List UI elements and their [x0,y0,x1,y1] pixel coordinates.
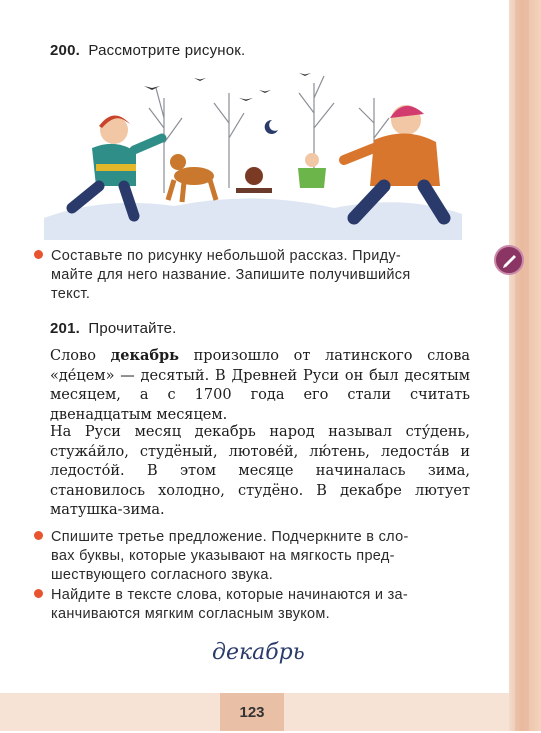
task-line: текст. [51,286,91,302]
task-line: канчиваются мягким согласным звуком. [51,606,331,622]
reading-paragraph-2 [50,423,470,521]
task-line: Найдите в тексте слова, которые начинаются и за- [51,587,409,603]
exercise-number: 201. [50,320,80,337]
vocabulary-word: декабрь [212,640,305,665]
reading-text: Слово [50,348,111,364]
page-number: 123 [220,693,284,731]
task-line: Составьте по рисунку небольшой рассказ. Приду- [51,248,402,264]
bullet-dot [34,589,43,598]
bullet-dot [34,250,43,259]
keyword: декабрь [110,347,179,364]
reading-text: произошло от латинского слова «де́цем» — десятый. В Древней Руси он был десятым месяцем, а с 1700 года его стали считать двенадцатым месяцем. [50,348,471,423]
task-line: вах буквы, которые указывают на мягкость пред- [51,548,395,564]
exercise-instruction: Рассмотрите рисунок. [88,42,246,59]
task-find-words [34,586,484,624]
exercise-201-heading [50,320,177,337]
winter-illustration [44,68,462,240]
task-line: шествующего согласного звука. [51,567,274,583]
pen-icon-glyph [496,247,522,273]
exercise-instruction: Прочитайте. [88,320,177,337]
reading-paragraph-1 [50,346,470,425]
page-edge-strip [509,0,541,731]
task-line: майте для него название. Запишите получившийся [51,267,411,283]
task-line: Спишите третье предложение. Подчеркните в сло- [51,529,409,545]
exercise-200-heading [50,42,245,59]
bullet-dot [34,531,43,540]
reading-text: На Руси месяц декабрь народ называл сту́день, стужа́йло, студёный, лютове́й, лю́тень, ледоста́в и ледосто́й. В этом месяце начиналась зима, становилось холодно, студёно. В декабре лютует матушка-зима. [50,424,470,518]
exercise-number: 200. [50,42,80,59]
pen-icon [494,245,524,275]
task-copy-sentence [34,528,484,585]
task-write-story [34,247,484,304]
